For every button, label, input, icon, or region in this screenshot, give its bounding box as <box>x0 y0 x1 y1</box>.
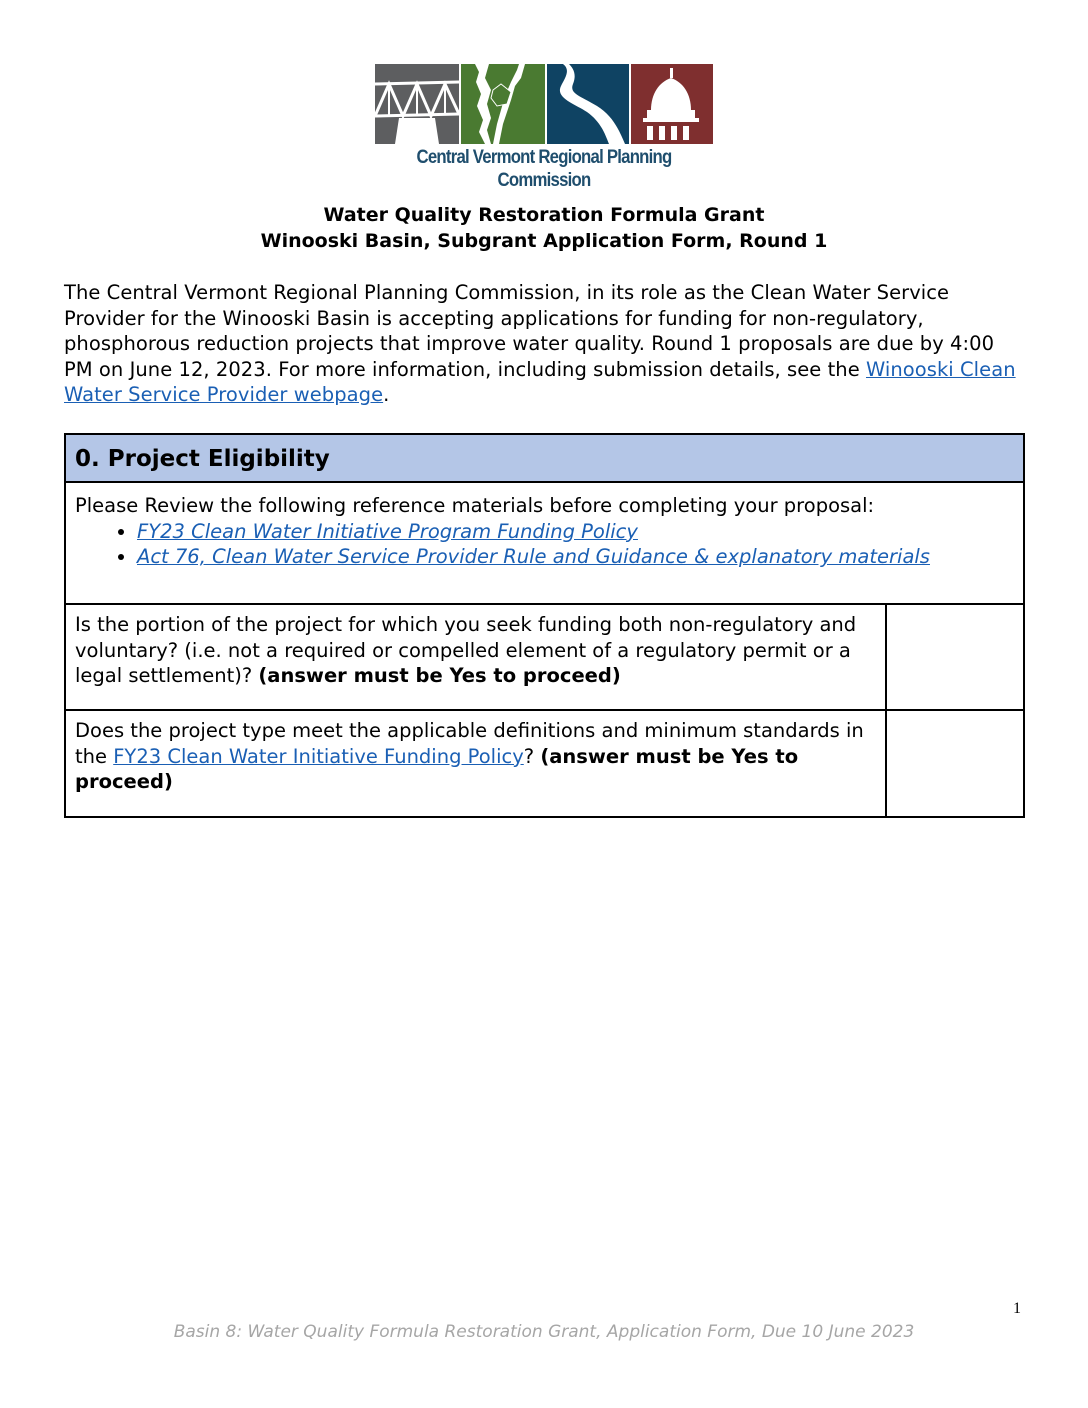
reference-item <box>137 519 1014 545</box>
answer-field[interactable] <box>886 710 1024 817</box>
section-header-row <box>65 434 1024 482</box>
question-text-end: ? <box>523 744 541 768</box>
document-title <box>0 202 1088 254</box>
page-footer: Basin 8: Water Quality Formula Restoration Grant, Application Form, Due 10 June 2023 <box>173 1322 915 1342</box>
question-text: Does the project type meet the applicable definitions and minimum standards in the <box>75 719 864 768</box>
references-list <box>75 519 1014 570</box>
section-header: 0. Project Eligibility <box>65 434 1024 482</box>
funding-policy-inline-link[interactable]: FY23 Clean Water Initiative Funding Policy <box>113 744 524 768</box>
intro-text: The Central Vermont Regional Planning Commission, in its role as the Clean Water Service Provider for the Winooski Basin is accepting applications for funding for non-regulatory, phosphorous reduction projects that improve water quality. Round 1 proposals are due by 4:00 PM on June 12, 2023. For more information, including submission details, see the <box>64 281 995 381</box>
question-row <box>65 604 1024 710</box>
capitol-icon <box>631 64 713 144</box>
bridge-icon <box>375 64 459 144</box>
intro-text-end: . <box>383 383 390 407</box>
question-cell <box>65 710 886 817</box>
question-row <box>65 710 1024 817</box>
references-row <box>65 482 1024 604</box>
cwsp-webpage-link[interactable]: Winooski Clean Water Service Provider webpage <box>64 357 1016 407</box>
title-line-1: Water Quality Restoration Formula Grant <box>323 204 765 226</box>
river-icon <box>547 64 629 144</box>
act-76-link[interactable]: Act 76, Clean Water Service Provider Rule and Guidance & explanatory materials <box>137 545 930 569</box>
vermont-map-icon <box>461 64 545 144</box>
logo-graphic <box>375 64 713 144</box>
reference-item <box>137 544 1014 570</box>
eligibility-table <box>64 433 1025 818</box>
question-requirement: (answer must be Yes to proceed) <box>258 664 621 688</box>
title-line-2: Winooski Basin, Subgrant Application Form, Round 1 <box>260 230 828 252</box>
question-text: Is the portion of the project for which you seek funding both non-regulatory and voluntary? (i.e. not a required or compelled element of a regulatory permit or a legal settlement)? <box>75 613 857 688</box>
funding-policy-link[interactable]: FY23 Clean Water Initiative Program Funding Policy <box>137 519 638 543</box>
cvrpc-logo <box>375 64 713 191</box>
question-cell <box>65 604 886 710</box>
references-intro: Please Review the following reference materials before completing your proposal: <box>75 494 875 517</box>
references-cell <box>65 482 1024 604</box>
page-number: 1 <box>1013 1300 1021 1317</box>
question-requirement: (answer must be Yes to proceed) <box>75 744 799 794</box>
answer-field[interactable] <box>886 604 1024 710</box>
intro-paragraph <box>64 280 1024 408</box>
logo-caption: Central Vermont Regional Planning Commission <box>416 146 672 191</box>
